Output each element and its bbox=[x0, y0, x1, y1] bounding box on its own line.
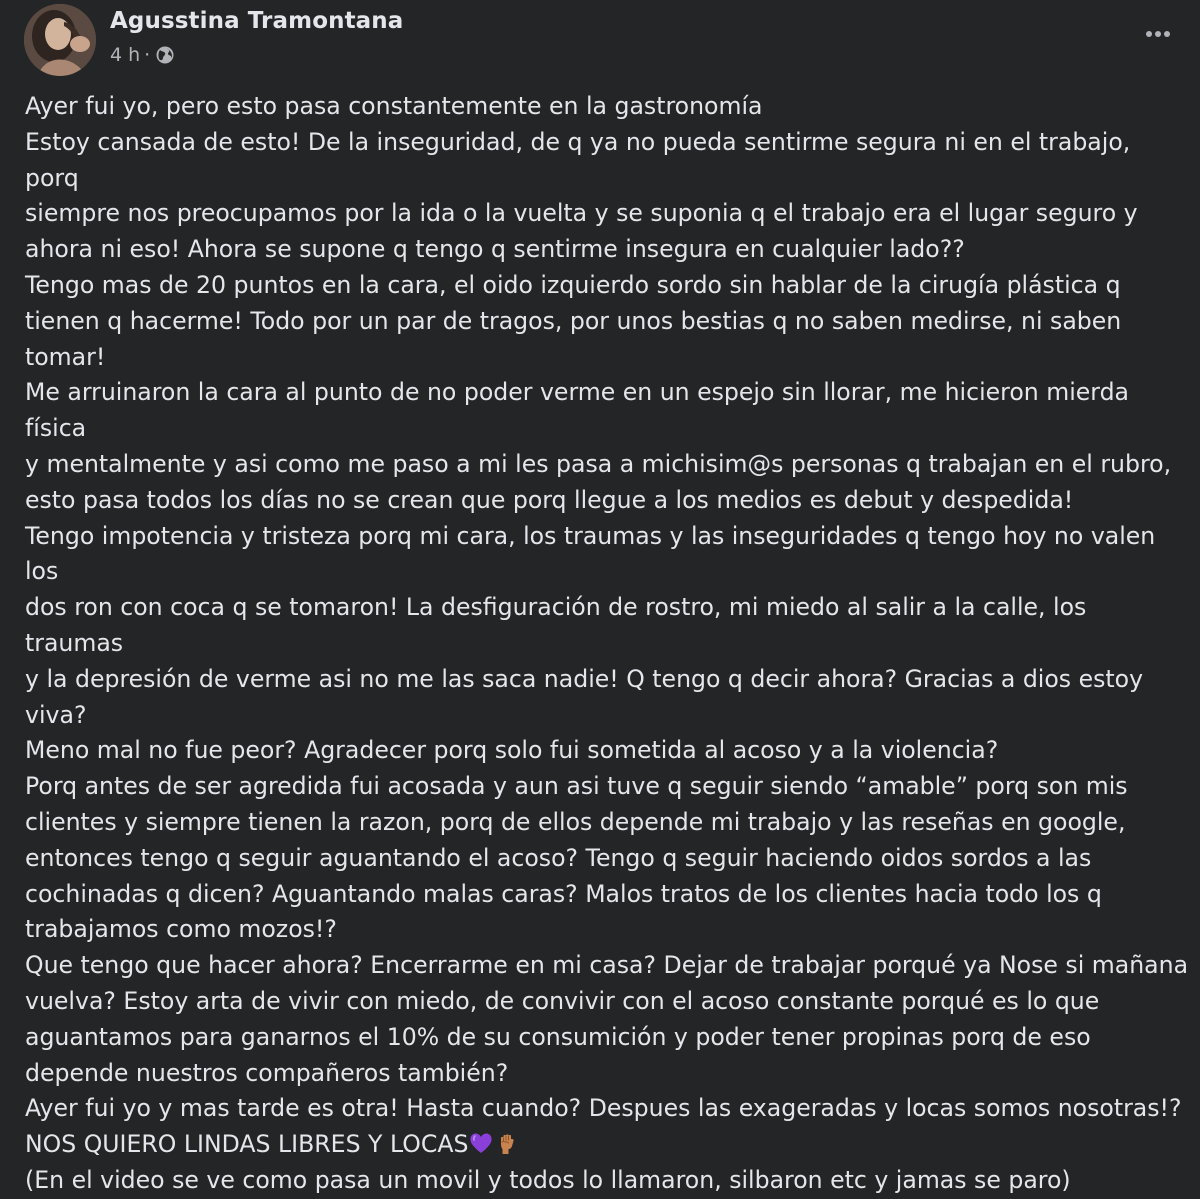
post-header bbox=[24, 4, 1184, 78]
more-options-icon[interactable] bbox=[1140, 22, 1176, 46]
post-line: cochinadas q dicen? Aguantando malas caras? Malos tratos de los clientes hacia todo los q bbox=[25, 879, 1102, 908]
post-time[interactable]: 4 h bbox=[110, 44, 141, 66]
post-line: ahora ni eso! Ahora se supone q tengo q sentirme insegura en cualquier lado?? bbox=[25, 235, 965, 264]
post-line: entonces tengo q seguir aguantando el acoso? Tengo q seguir haciendo oidos sordos a las bbox=[25, 843, 1092, 872]
post-line: Meno mal no fue peor? Agradecer porq solo fui sometida al acoso y a la violencia? bbox=[25, 736, 999, 765]
raised-fist-icon bbox=[494, 1130, 520, 1156]
purple-heart-icon bbox=[468, 1130, 494, 1156]
author-name[interactable]: Agusstina Tramontana bbox=[110, 8, 404, 34]
post-body bbox=[25, 89, 1190, 1199]
post-line: vuelva? Estoy arta de vivir con miedo, de convivir con el acoso constante porqué es lo que bbox=[25, 986, 1100, 1015]
post-line: y la depresión de verme asi no me las saca nadie! Q tengo q decir ahora? Gracias a dios estoy viva? bbox=[25, 664, 1151, 729]
post-line: trabajamos como mozos!? bbox=[25, 915, 337, 944]
slogan-line bbox=[25, 1127, 1190, 1163]
post-meta bbox=[110, 44, 175, 66]
avatar-image bbox=[24, 4, 96, 76]
globe-icon[interactable] bbox=[155, 45, 175, 65]
post-line: y mentalmente y asi como me paso a mi les pasa a michisim@s personas q trabajan en el rubro, bbox=[25, 449, 1172, 478]
author-avatar[interactable] bbox=[24, 4, 96, 76]
post-line: dos ron con coca q se tomaron! La desfiguración de rostro, mi miedo al salir a la calle, los traumas bbox=[25, 593, 1094, 657]
post-line: Me arruinaron la cara al punto de no poder verme en un espejo sin llorar, me hicieron mierda física bbox=[25, 378, 1137, 443]
post-line: (En el video se ve como pasa un movil y todos lo llamaron, silbaron etc y jamas se paro) bbox=[25, 1165, 1071, 1194]
post-line: Estoy cansada de esto! De la inseguridad, de q ya no pueda sentirme segura ni en el trabajo, porq bbox=[25, 127, 1138, 192]
post-line: tienen q hacerme! Todo por un par de tragos, por unos bestias q no saben medirse, ni saben bbox=[25, 306, 1122, 335]
post-line: Tengo mas de 20 puntos en la cara, el oido izquierdo sordo sin hablar de la cirugía plástica q bbox=[25, 270, 1121, 299]
post-line: Tengo impotencia y tristeza porq mi cara, los traumas y las inseguridades q tengo hoy no valen los bbox=[25, 521, 1163, 586]
post-line: Ayer fui yo y mas tarde es otra! Hasta cuando? Despues las exageradas y locas somos nosotras!? bbox=[25, 1094, 1182, 1123]
slogan-text: NOS QUIERO LINDAS LIBRES Y LOCAS bbox=[25, 1130, 469, 1159]
post-line: Porq antes de ser agredida fui acosada y aun asi tuve q seguir siendo “amable” porq son mis bbox=[25, 772, 1128, 801]
post-line: aguantamos para ganarnos el 10% de su consumición y poder tener propinas porq de eso bbox=[25, 1022, 1091, 1051]
post-line: tomar! bbox=[25, 342, 106, 371]
post-line: clientes y siempre tienen la razon, porq de ellos depende mi trabajo y las reseñas en google, bbox=[25, 807, 1126, 836]
post-line: depende nuestros compañeros también? bbox=[25, 1058, 509, 1087]
meta-separator: · bbox=[144, 44, 151, 66]
post-line: siempre nos preocupamos por la ida o la vuelta y se suponia q el trabajo era el lugar seguro y bbox=[25, 199, 1138, 228]
post-line: Que tengo que hacer ahora? Encerrarme en mi casa? Dejar de trabajar porqué ya Nose si mañana bbox=[25, 951, 1189, 980]
post-line: esto pasa todos los días no se crean que porq llegue a los medios es debut y despedida! bbox=[25, 485, 1074, 514]
post-line: Ayer fui yo, pero esto pasa constantemente en la gastronomía bbox=[25, 92, 763, 120]
